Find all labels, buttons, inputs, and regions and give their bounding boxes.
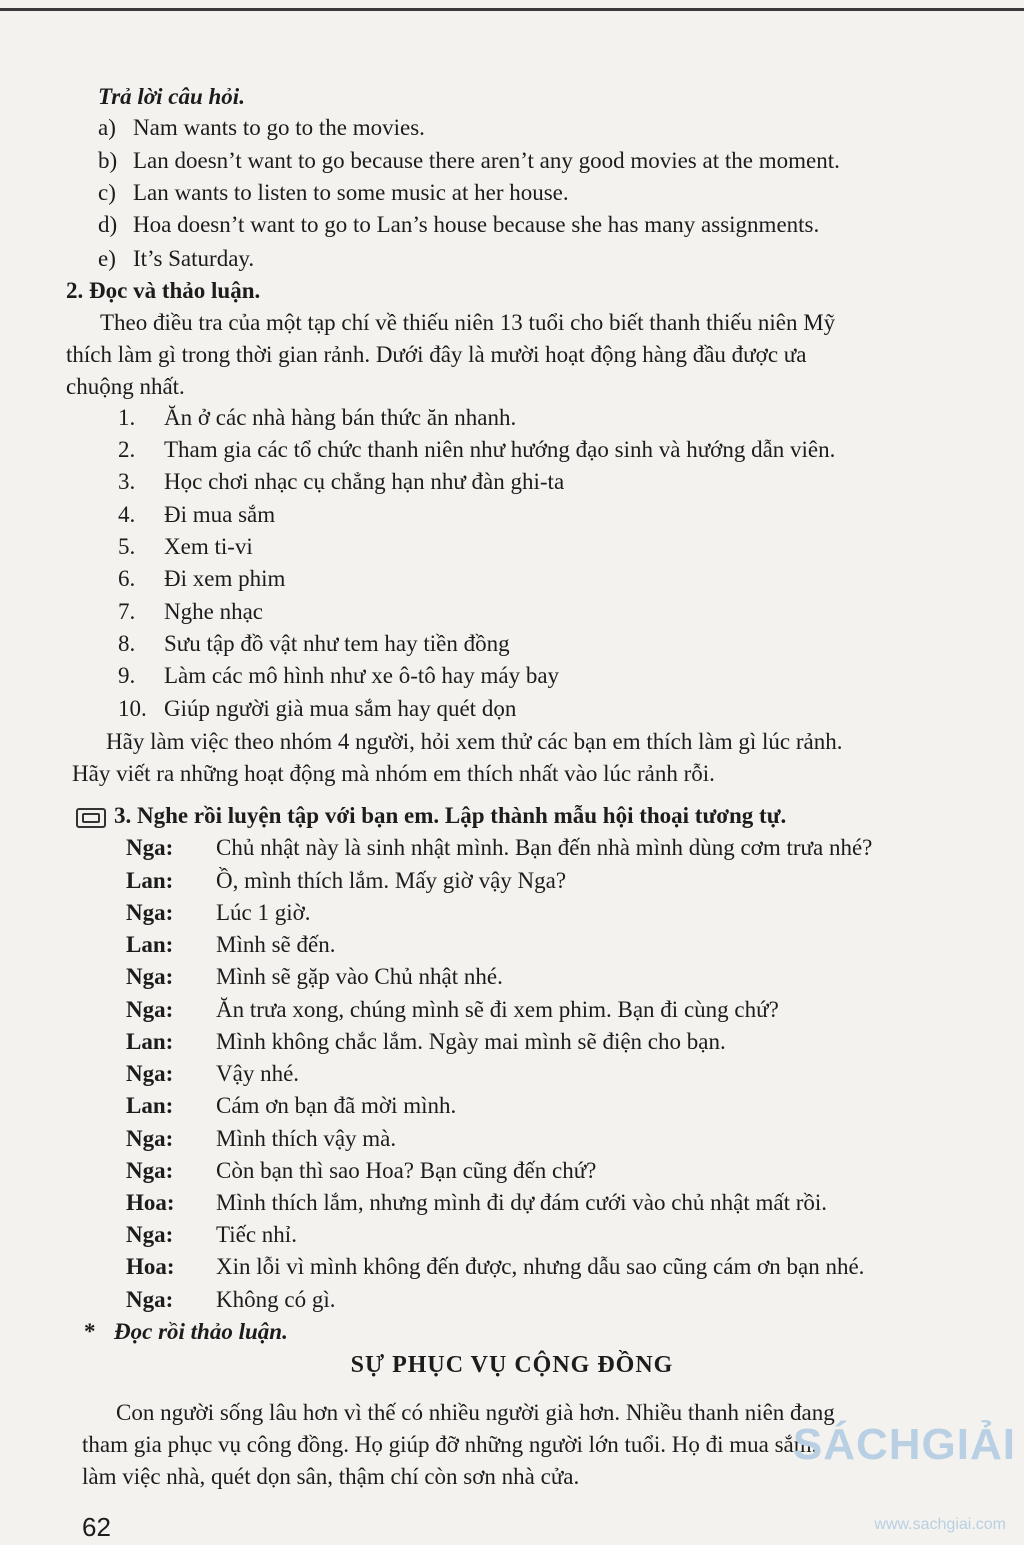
dialogue-line: Lan: Cám ơn bạn đã mời mình.	[126, 1093, 457, 1118]
answer-c: c) Lan wants to listen to some music at her house.	[98, 180, 569, 205]
dialogue-line: Lan: Mình không chắc lắm. Ngày mai mình sẽ điện cho bạn.	[126, 1029, 726, 1054]
list-item: 6. Đi xem phim	[118, 566, 286, 591]
answer-b: b) Lan doesn’t want to go because there aren’t any good movies at the moment.	[98, 148, 840, 173]
dialogue-line: Lan: Ồ, mình thích lắm. Mấy giờ vậy Nga?	[126, 868, 567, 893]
section2-intro-2: thích làm gì trong thời gian rảnh. Dưới đây là mười hoạt động hàng đầu được ưa	[66, 342, 807, 367]
dialogue-line: Nga: Còn bạn thì sao Hoa? Bạn cũng đến chứ?	[126, 1158, 597, 1183]
reading-heading: * Đọc rồi thảo luận.	[84, 1319, 288, 1344]
reading-title: SỰ PHỤC VỤ CỘNG ĐỒNG	[350, 1352, 674, 1378]
list-item: 4. Đi mua sắm	[118, 502, 276, 527]
dialogue-line: Nga: Vậy nhé.	[126, 1061, 300, 1086]
cassette-icon	[76, 808, 106, 828]
watermark-logo: SÁCHGIẢI	[792, 1420, 1016, 1469]
section2-outro-1: Hãy làm việc theo nhóm 4 người, hỏi xem thử các bạn em thích làm gì lúc rảnh.	[106, 729, 843, 754]
answer-d: d) Hoa doesn’t want to go to Lan’s house because she has many assignments.	[98, 212, 820, 237]
dialogue-line: Lan: Mình sẽ đến.	[126, 932, 336, 957]
answer-a: a) Nam wants to go to the movies.	[98, 115, 425, 140]
reading-line-2: tham gia phục vụ công đồng. Họ giúp đỡ những người lớn tuổi. Họ đi mua sắm,	[82, 1432, 818, 1457]
watermark-url: www.sachgiai.com	[874, 1516, 1006, 1533]
answers-heading: Trả lời câu hỏi.	[98, 84, 245, 109]
dialogue-line: Nga: Mình thích vậy mà.	[126, 1126, 397, 1151]
list-item: 7. Nghe nhạc	[118, 599, 263, 624]
list-item: 9. Làm các mô hình như xe ô-tô hay máy bay	[118, 663, 560, 688]
reading-line-1: Con người sống lâu hơn vì thế có nhiều người già hơn. Nhiều thanh niên đang	[116, 1400, 835, 1425]
list-item: 1. Ăn ở các nhà hàng bán thức ăn nhanh.	[118, 405, 517, 430]
section3-heading: 3. Nghe rồi luyện tập với bạn em. Lập thành mẫu hội thoại tương tự.	[76, 801, 786, 831]
dialogue-line: Nga: Mình sẽ gặp vào Chủ nhật nhé.	[126, 964, 503, 989]
page-number: 62	[82, 1512, 111, 1542]
dialogue-line: Hoa: Mình thích lắm, nhưng mình đi dự đám cưới vào chủ nhật mất rồi.	[126, 1190, 828, 1215]
dialogue-line: Hoa: Xin lỗi vì mình không đến được, nhưng dẫu sao cũng cám ơn bạn nhé.	[126, 1254, 865, 1279]
section2-heading: 2. Đọc và thảo luận.	[66, 278, 261, 303]
list-item: 5. Xem ti-vi	[118, 534, 253, 559]
dialogue-line: Nga: Ăn trưa xong, chúng mình sẽ đi xem phim. Bạn đi cùng chứ?	[126, 997, 779, 1022]
list-item: 10. Giúp người già mua sắm hay quét dọn	[118, 696, 517, 721]
dialogue-line: Nga: Không có gì.	[126, 1287, 336, 1312]
top-rule	[0, 8, 1024, 11]
list-item: 2. Tham gia các tổ chức thanh niên như hướng đạo sinh và hướng dẫn viên.	[118, 437, 836, 462]
list-item: 8. Sưu tập đồ vật như tem hay tiền đồng	[118, 631, 510, 656]
section2-outro-2: Hãy viết ra những hoạt động mà nhóm em thích nhất vào lúc rảnh rỗi.	[72, 761, 715, 786]
section2-intro-3: chuộng nhất.	[66, 374, 185, 399]
list-item: 3. Học chơi nhạc cụ chẳng hạn như đàn ghi-ta	[118, 469, 565, 494]
reading-line-3: làm việc nhà, quét dọn sân, thậm chí còn sơn nhà cửa.	[82, 1464, 580, 1489]
dialogue-line: Nga: Chủ nhật này là sinh nhật mình. Bạn đến nhà mình dùng cơm trưa nhé?	[126, 835, 873, 860]
section2-intro-1: Theo điều tra của một tạp chí về thiếu niên 13 tuổi cho biết thanh thiếu niên Mỹ	[100, 310, 836, 335]
dialogue-line: Nga: Lúc 1 giờ.	[126, 900, 311, 925]
dialogue-line: Nga: Tiếc nhỉ.	[126, 1222, 297, 1247]
answer-e: e) It’s Saturday.	[98, 246, 255, 271]
